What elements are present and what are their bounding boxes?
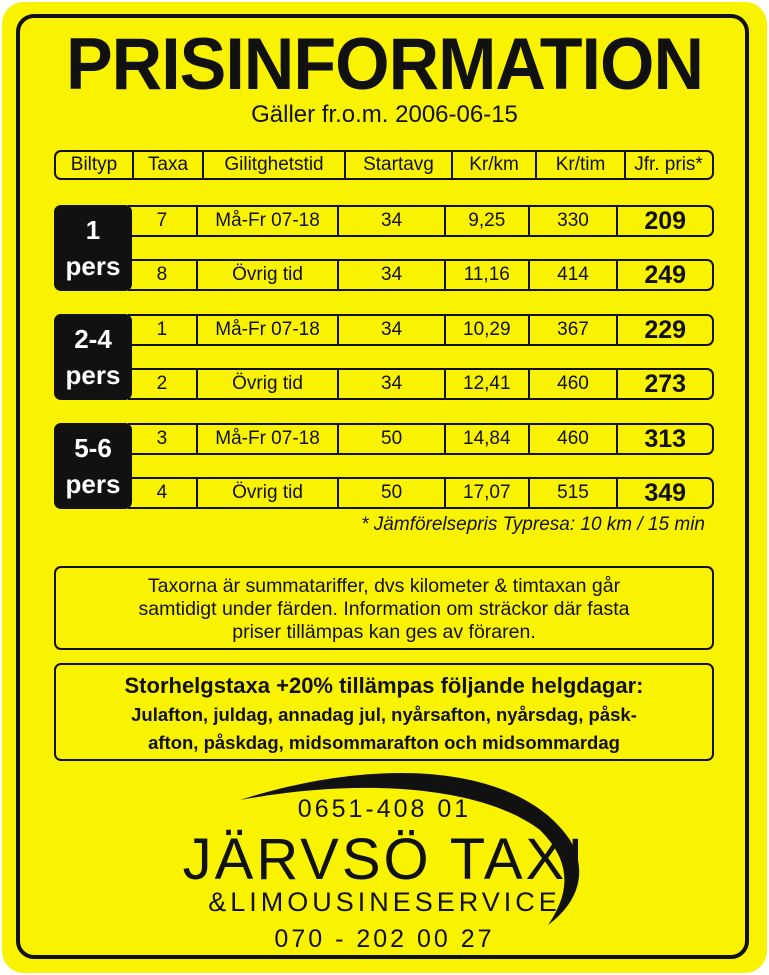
cell-tim: 460 (530, 370, 619, 398)
cell-jfr: 209 (644, 207, 687, 235)
comparison-footnote: * Jämförelsepris Typresa: 10 km / 15 min (361, 514, 705, 535)
header-startavg: Startavg (346, 152, 453, 178)
cell-tim: 460 (530, 425, 619, 453)
holiday-list-line: Julafton, juldag, annadag jul, nyårsafton, nyårsdag, påsk- (131, 704, 637, 725)
cell-taxa: 1 (128, 316, 198, 344)
group-label-unit: pers (65, 469, 121, 499)
group-label-count: 5-6 (74, 433, 112, 463)
cell-jfr: 313 (644, 425, 687, 453)
header-biltyp: Biltyp (56, 152, 134, 178)
company-tagline: &LIMOUSINESERVICE (208, 887, 561, 917)
cell-jfr: 349 (644, 479, 687, 507)
phone-number-landline: 0651-408 01 (297, 795, 472, 823)
group-label-count: 2-4 (74, 324, 112, 354)
info-line: samtidigt under färden. Information om sträckor där fasta (138, 598, 630, 620)
cell-taxa: 7 (128, 207, 198, 235)
header-jfr-pris: Jfr. pris* (634, 154, 703, 175)
cell-start: 34 (339, 370, 446, 398)
page-title: PRISINFORMATION (65, 23, 703, 105)
cell-tim: 414 (530, 261, 619, 289)
cell-time: Övrig tid (198, 261, 340, 289)
cell-taxa: 3 (128, 425, 198, 453)
cell-start: 50 (339, 479, 446, 507)
cell-time: Må-Fr 07-18 (198, 207, 340, 235)
cell-taxa: 8 (128, 261, 198, 289)
cell-km: 11,16 (446, 261, 530, 289)
cell-taxa: 4 (128, 479, 198, 507)
cell-time: Övrig tid (198, 370, 340, 398)
header-giltighetstid: Gilitghetstid (204, 152, 346, 178)
cell-time: Må-Fr 07-18 (198, 316, 340, 344)
cell-km: 12,41 (446, 370, 530, 398)
company-name: JÄRVSÖ TAXI (182, 827, 587, 892)
holiday-heading: Storhelgstaxa +20% tillämpas följande helgdagar: (124, 673, 644, 698)
cell-jfr: 249 (644, 261, 687, 289)
cell-start: 34 (339, 207, 446, 235)
holiday-list-line: afton, påskdag, midsommarafton och midsommardag (148, 732, 620, 753)
cell-time: Må-Fr 07-18 (198, 425, 340, 453)
info-line: priser tillämpas kan ges av föraren. (232, 621, 536, 643)
phone-number-mobile: 070 - 202 00 27 (274, 925, 495, 953)
cell-km: 14,84 (446, 425, 530, 453)
info-line: Taxorna är summatariffer, dvs kilometer & timtaxan går (147, 575, 621, 597)
group-label-unit: pers (65, 251, 121, 281)
cell-start: 34 (339, 261, 446, 289)
cell-tim: 367 (530, 316, 619, 344)
cell-km: 17,07 (446, 479, 530, 507)
cell-jfr: 273 (644, 370, 687, 398)
group-label-unit: pers (65, 360, 121, 390)
header-kr-km: Kr/km (453, 152, 537, 178)
valid-from-date: Gäller fr.o.m. 2006-06-15 (251, 101, 518, 128)
cell-time: Övrig tid (198, 479, 340, 507)
group-label-count: 1 (85, 215, 101, 245)
cell-taxa: 2 (128, 370, 198, 398)
header-taxa: Taxa (134, 152, 204, 178)
cell-start: 50 (339, 425, 446, 453)
header-kr-tim: Kr/tim (537, 152, 626, 178)
cell-km: 10,29 (446, 316, 530, 344)
cell-km: 9,25 (446, 207, 530, 235)
cell-tim: 330 (530, 207, 619, 235)
cell-start: 34 (339, 316, 446, 344)
cell-tim: 515 (530, 479, 619, 507)
cell-jfr: 229 (644, 316, 687, 344)
